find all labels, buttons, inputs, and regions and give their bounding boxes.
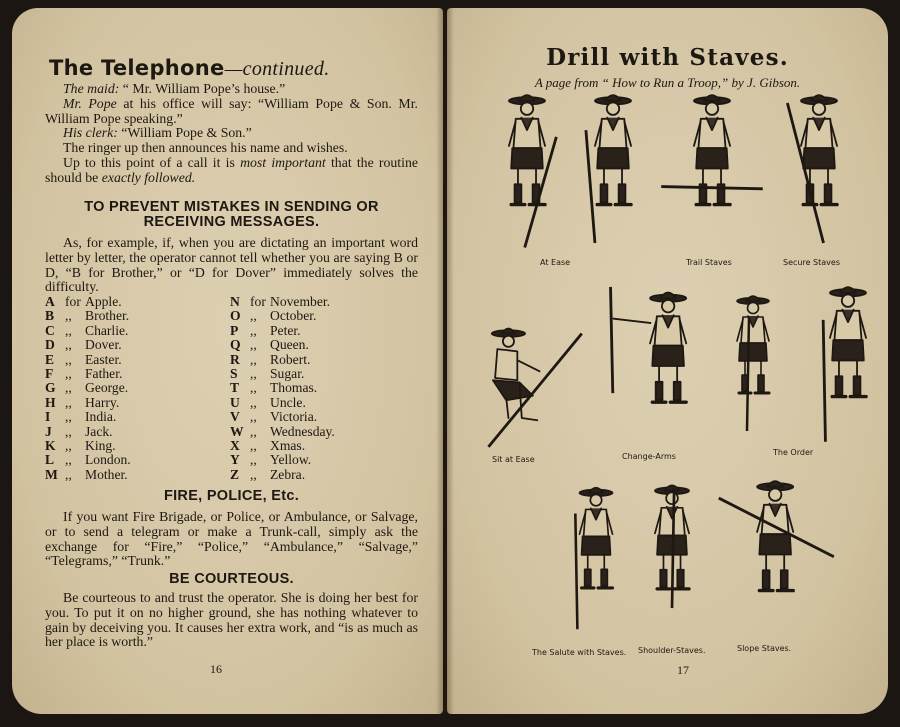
alphabet-letter: G	[45, 380, 56, 396]
alphabet-letter: O	[230, 308, 241, 324]
alphabet-row	[45, 468, 131, 482]
caption-secure-staves: Secure Staves	[783, 258, 840, 267]
alphabet-row	[45, 381, 131, 395]
alphabet-for: ,,	[65, 337, 72, 353]
alphabet-word: Thomas.	[270, 380, 318, 396]
alphabet-for: ,,	[250, 466, 257, 482]
figure-secure-staves-2	[784, 94, 854, 252]
alphabet-letter: L	[45, 452, 55, 468]
figure-change-arms	[606, 286, 702, 446]
alphabet-for: ,,	[250, 409, 257, 425]
alphabet-letter: S	[230, 365, 238, 381]
alphabet-for: ,,	[65, 437, 72, 453]
alphabet-letter: R	[230, 351, 240, 367]
phonetic-alphabet-n-z	[230, 295, 335, 482]
alphabet-word: Jack.	[85, 423, 113, 439]
alphabet-for: ,,	[250, 337, 257, 353]
alphabet-word: Xmas.	[270, 437, 306, 453]
dialogue-mr-pope: Mr. Pope at his office will say: “William Pope & Son. Mr. William Pope speaking.”	[45, 95, 418, 126]
alphabet-for: ,,	[65, 365, 72, 381]
alphabet-letter: K	[45, 437, 56, 453]
dialogue-maid: The maid: “ Mr. William Pope’s house.”	[63, 81, 286, 96]
alphabet-row	[230, 338, 335, 352]
caption-shoulder-staves: Shoulder-Staves.	[638, 646, 706, 655]
alphabet-word: Mother.	[85, 466, 128, 482]
alphabet-word: Wednesday.	[270, 423, 335, 439]
caption-at-ease: At Ease	[540, 258, 571, 267]
alphabet-row	[45, 324, 131, 338]
alphabet-for: ,,	[65, 409, 72, 425]
alphabet-row	[230, 468, 335, 482]
alphabet-word: Zebra.	[270, 466, 306, 482]
heading-fire-police: FIRE, POLICE, Etc.	[163, 488, 300, 504]
phonetic-alphabet-a-m	[45, 295, 131, 482]
alphabet-row	[45, 396, 131, 410]
alphabet-row	[230, 453, 335, 467]
figure-at-ease	[492, 94, 562, 252]
alphabet-letter: Z	[230, 466, 240, 482]
alphabet-letter: M	[45, 466, 58, 482]
alphabet-row	[230, 396, 335, 410]
heading-courteous: BE COURTEOUS.	[169, 571, 294, 587]
alphabet-row	[45, 453, 131, 467]
book-gutter	[436, 8, 454, 714]
alphabet-row	[45, 309, 131, 323]
alphabet-for: ,,	[65, 394, 72, 410]
alphabet-letter: X	[230, 437, 240, 453]
alphabet-row	[45, 353, 131, 367]
alphabet-row	[230, 381, 335, 395]
courteous-text: Be courteous to and trust the operator. She is doing her best for you. To put it on no higher ground, she has nothing whatever to gain by deceiving you. It causes her extra work, and “is as much as her place is worth.”	[45, 590, 418, 650]
alphabet-word: Charlie.	[85, 322, 129, 338]
ringer-text: The ringer up then announces his name and wishes.	[63, 140, 348, 156]
alphabet-for: ,,	[65, 452, 72, 468]
alphabet-row	[45, 295, 131, 309]
alphabet-letter: Y	[230, 452, 240, 468]
caption-sit-at-ease: Sit at Ease	[492, 455, 535, 464]
caption-change-arms: Change-Arms	[622, 452, 676, 461]
figure-the-order	[723, 286, 783, 444]
alphabet-for: ,,	[65, 423, 72, 439]
alphabet-row	[45, 425, 131, 439]
alphabet-for: ,,	[65, 466, 72, 482]
alphabet-letter: J	[45, 423, 52, 439]
dialogue-block	[45, 82, 418, 186]
alphabet-for: ,,	[65, 322, 72, 338]
alphabet-word: King.	[85, 437, 116, 453]
figure-secure-staves	[660, 94, 764, 252]
alphabet-word: Father.	[85, 365, 123, 381]
alphabet-row	[230, 367, 335, 381]
alphabet-for: ,,	[250, 394, 257, 410]
alphabet-word: London.	[85, 452, 131, 468]
alphabet-for: ,,	[250, 423, 257, 439]
alphabet-row	[230, 295, 335, 309]
alphabet-letter: N	[230, 294, 240, 309]
page-title: The Telephone—continued.	[49, 56, 330, 80]
alphabet-row	[45, 338, 131, 352]
alphabet-letter: V	[230, 409, 240, 425]
alphabet-for: ,,	[250, 437, 257, 453]
alphabet-word: George.	[85, 380, 129, 396]
figure-shoulder-staves	[640, 480, 704, 638]
alphabet-word: Easter.	[85, 351, 122, 367]
alphabet-for: ,,	[65, 380, 72, 396]
fire-paragraph	[45, 510, 418, 569]
alphabet-row	[230, 410, 335, 424]
alphabet-for: for	[65, 294, 81, 309]
alphabet-letter: H	[45, 394, 56, 410]
figure-the-order-2	[814, 286, 882, 444]
alphabet-row	[45, 410, 131, 424]
alphabet-for: ,,	[250, 351, 257, 367]
page-number-right: 17	[677, 663, 689, 677]
figure-slope-staves	[718, 480, 838, 638]
alphabet-row	[45, 439, 131, 453]
alphabet-letter: E	[45, 351, 55, 367]
alphabet-row	[230, 324, 335, 338]
alphabet-word: November.	[270, 294, 331, 309]
alphabet-letter: I	[45, 409, 51, 425]
alphabet-letter: D	[45, 337, 55, 353]
alphabet-for: ,,	[250, 322, 257, 338]
caption-salute: The Salute with Staves.	[532, 648, 627, 657]
alphabet-for: ,,	[250, 380, 257, 396]
alphabet-word: Robert.	[270, 351, 311, 367]
alphabet-for: ,,	[250, 452, 257, 468]
routine-text: Up to this point of a call it is most important that the routine should be exactly followed.	[45, 154, 418, 185]
alphabet-letter: W	[230, 423, 244, 439]
alphabet-letter: A	[45, 294, 55, 309]
alphabet-letter: C	[45, 322, 55, 338]
alphabet-word: India.	[85, 409, 117, 425]
drill-subtitle: A page from “ How to Run a Troop,” by J. Gibson.	[534, 75, 801, 90]
dialogue-clerk: His clerk: “William Pope & Son.”	[63, 125, 252, 141]
alphabet-word: Brother.	[85, 308, 130, 324]
alphabet-letter: Q	[230, 337, 241, 353]
figure-sit-at-ease	[484, 326, 584, 450]
alphabet-for: ,,	[250, 365, 257, 381]
alphabet-for: ,,	[65, 308, 72, 324]
caption-slope-staves: Slope Staves.	[737, 644, 792, 653]
alphabet-row	[230, 309, 335, 323]
alphabet-row	[230, 353, 335, 367]
courteous-paragraph	[45, 591, 418, 650]
alphabet-word: Yellow.	[270, 452, 312, 468]
caption-trail-staves: Trail Staves	[686, 258, 732, 267]
mistakes-text: As, for example, if, when you are dictating an important word letter by letter, the operator cannot tell whether you are saying B or D, “B for Brother,” or “D for Dover” immediately solves the difficulty.	[45, 235, 418, 295]
mistakes-paragraph	[45, 236, 418, 295]
alphabet-row	[230, 439, 335, 453]
caption-the-order: The Order	[773, 448, 814, 457]
alphabet-for: for	[250, 294, 266, 309]
alphabet-word: Apple.	[85, 294, 122, 309]
alphabet-word: Victoria.	[270, 409, 318, 425]
alphabet-row	[45, 367, 131, 381]
alphabet-word: October.	[270, 308, 317, 324]
figure-salute-with-staves	[565, 480, 627, 638]
figure-trail-staves	[578, 94, 648, 252]
alphabet-word: Uncle.	[270, 394, 306, 410]
heading-mistakes: TO PREVENT MISTAKES IN SENDING OR RECEIVING MESSAGES.	[84, 199, 379, 230]
alphabet-for: ,,	[250, 308, 257, 324]
alphabet-word: Peter.	[270, 322, 301, 338]
alphabet-word: Sugar.	[270, 365, 305, 381]
alphabet-letter: P	[230, 322, 239, 338]
page-number-left: 16	[210, 662, 222, 676]
alphabet-for: ,,	[65, 351, 72, 367]
alphabet-word: Dover.	[85, 337, 122, 353]
fire-text: If you want Fire Brigade, or Police, or Ambulance, or Salvage, or to send a telegram or make a Trunk-call, simply ask the exchange for “Fire,” “Police,” “Ambulance,” “Salvage,” “Telegrams,” “Trunk.”	[45, 509, 418, 569]
drill-title: Drill with Staves.	[546, 44, 789, 71]
alphabet-letter: B	[45, 308, 55, 324]
alphabet-row	[230, 425, 335, 439]
alphabet-letter: U	[230, 394, 240, 410]
alphabet-letter: F	[45, 365, 54, 381]
alphabet-letter: T	[230, 380, 240, 396]
alphabet-word: Harry.	[85, 394, 120, 410]
alphabet-word: Queen.	[270, 337, 309, 353]
